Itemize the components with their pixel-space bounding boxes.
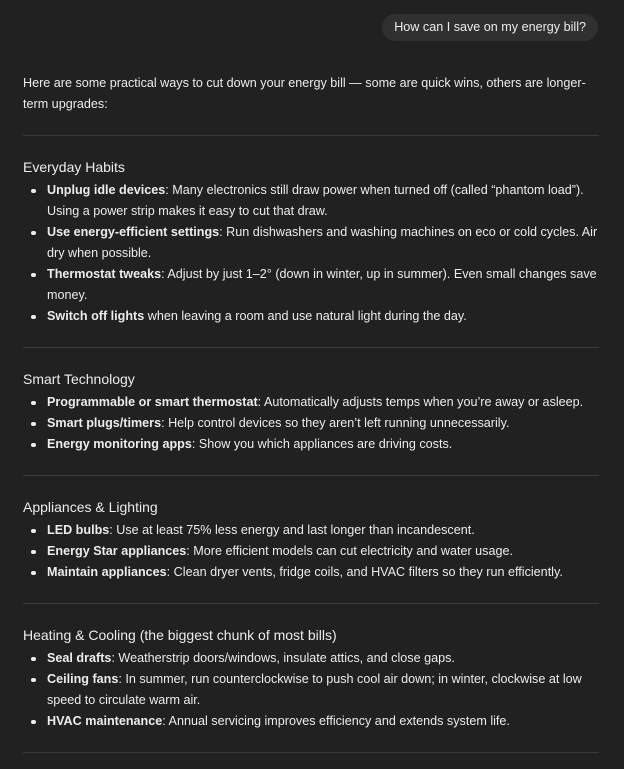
item-text: : Clean dryer vents, fridge coils, and HVAC filters so they run efficiently.: [166, 565, 563, 579]
list-item: [23, 413, 599, 434]
list-item: [23, 392, 599, 413]
list-item: [23, 562, 599, 583]
bullet-list: [23, 392, 599, 455]
bullet-list: [23, 180, 599, 327]
list-item: [23, 306, 599, 327]
item-heading: Energy monitoring apps: [47, 437, 192, 451]
item-text: : Show you which appliances are driving costs.: [191, 437, 453, 451]
item-text: : Annual servicing improves efficiency and extends system life.: [162, 714, 510, 728]
item-text: : In summer, run counterclockwise to push cool air down; in winter, clockwise at low speed to circulate warm air.: [47, 672, 582, 707]
item-text: : More efficient models can cut electricity and water usage.: [186, 544, 513, 558]
list-item: [23, 541, 599, 562]
section-title: Heating & Cooling (the biggest chunk of most bills): [23, 627, 337, 643]
item-text: : Help control devices so they aren’t left running unnecessarily.: [161, 416, 510, 430]
section-title: Smart Technology: [23, 371, 135, 387]
item-text: : Weatherstrip doors/windows, insulate attics, and close gaps.: [111, 651, 455, 665]
item-heading: Switch off lights: [47, 309, 145, 323]
item-text: : Automatically adjusts temps when you’re away or asleep.: [257, 395, 584, 409]
item-text: : Use at least 75% less energy and last longer than incandescent.: [109, 523, 475, 537]
item-heading: Ceiling fans: [47, 672, 119, 686]
item-heading: Programmable or smart thermostat: [47, 395, 258, 409]
item-heading: Thermostat tweaks: [47, 267, 162, 281]
list-item: [23, 434, 599, 455]
section-divider: [23, 752, 599, 753]
section-title: Appliances & Lighting: [23, 499, 158, 515]
item-heading: Smart plugs/timers: [47, 416, 162, 430]
section-divider: [23, 347, 599, 348]
item-text: : Adjust by just 1–2° (down in winter, up in summer). Even small changes save money.: [47, 267, 597, 302]
item-heading: LED bulbs: [47, 523, 110, 537]
section-title: Everyday Habits: [23, 159, 125, 175]
user-message-bubble: How can I save on my energy bill?: [382, 14, 598, 41]
section-divider: [23, 135, 599, 136]
list-item: [23, 264, 599, 306]
item-heading: Maintain appliances: [47, 565, 167, 579]
item-text: when leaving a room and use natural light during the day.: [144, 309, 467, 323]
bullet-list: [23, 648, 599, 732]
section-divider: [23, 603, 599, 604]
item-heading: HVAC maintenance: [47, 714, 163, 728]
bullet-list: [23, 520, 599, 583]
item-heading: Energy Star appliances: [47, 544, 187, 558]
list-item: [23, 520, 599, 541]
item-text: : Many electronics still draw power when turned off (called “phantom load”). Using a power strip makes it easy to cut that draw.: [47, 183, 584, 218]
list-item: [23, 222, 599, 264]
list-item: [23, 711, 599, 732]
item-text: : Run dishwashers and washing machines on eco or cold cycles. Air dry when possible.: [47, 225, 598, 260]
item-heading: Use energy-efficient settings: [47, 225, 220, 239]
list-item: [23, 669, 599, 711]
list-item: [23, 648, 599, 669]
section-divider: [23, 475, 599, 476]
item-heading: Seal drafts: [47, 651, 112, 665]
list-item: [23, 180, 599, 222]
response-intro: Here are some practical ways to cut down your energy bill — some are quick wins, others are longer-term upgrades:: [23, 76, 586, 111]
item-heading: Unplug idle devices: [47, 183, 166, 197]
assistant-response: [23, 73, 599, 753]
